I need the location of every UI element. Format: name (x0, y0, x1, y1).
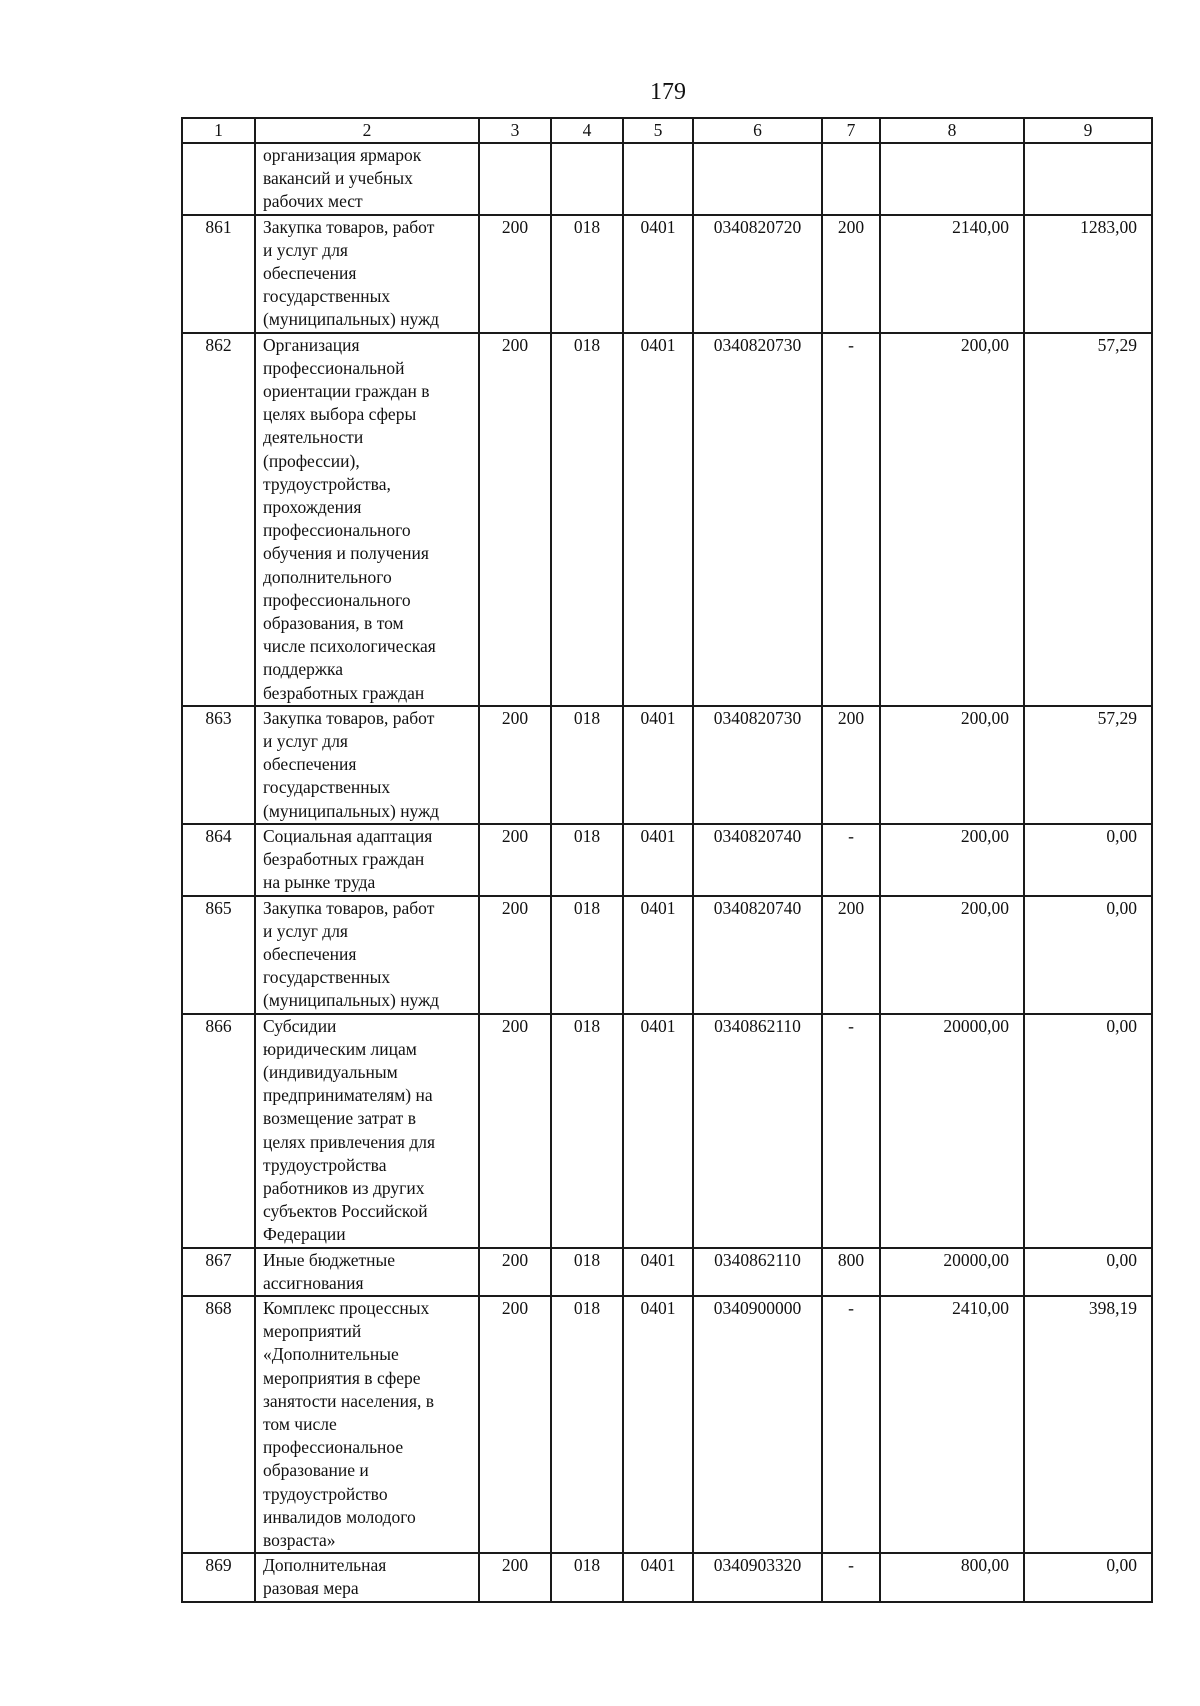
table-body (182, 143, 1152, 1602)
column-header: 5 (623, 118, 693, 143)
row-name-line: поддержка (263, 659, 344, 680)
executed-amount: 0,00 (1024, 1248, 1152, 1296)
row-name-line: безработных граждан (263, 849, 425, 870)
row-name-line: и услуг для (263, 731, 348, 752)
planned-amount: 20000,00 (880, 1248, 1024, 1296)
table-row (182, 896, 1152, 1014)
section-code: 200 (479, 824, 551, 896)
row-name-line: мероприятий (263, 1321, 362, 1342)
row-name-line: занятости населения, в (263, 1390, 435, 1411)
row-name-line: ориентации граждан в (263, 381, 430, 402)
row-name-line: Закупка товаров, работ (263, 216, 435, 237)
subsection-code: 0401 (623, 1553, 693, 1601)
subsection-code: 0401 (623, 215, 693, 333)
row-number: 867 (182, 1248, 255, 1296)
row-name-line: государственных (263, 286, 391, 307)
expense-type-code: - (822, 333, 880, 706)
row-number: 868 (182, 1296, 255, 1553)
planned-amount: 200,00 (880, 333, 1024, 706)
row-name-line: на рынке труда (263, 872, 376, 893)
expense-type-code: - (822, 1553, 880, 1601)
row-name-line: инвалидов молодого (263, 1506, 416, 1527)
row-name-line: юридическим лицам (263, 1038, 417, 1059)
row-name (255, 706, 479, 824)
target-article-code: 0340862110 (693, 1248, 822, 1296)
row-name-line: обеспечения (263, 943, 357, 964)
table-row (182, 1553, 1152, 1601)
row-name-line: разовая мера (263, 1578, 359, 1599)
target-article-code: 0340820730 (693, 333, 822, 706)
row-name-line: целях привлечения для (263, 1131, 436, 1152)
ministry-code: 018 (551, 333, 623, 706)
table-row (182, 706, 1152, 824)
ministry-code: 018 (551, 1248, 623, 1296)
row-name-line: работников из других (263, 1177, 425, 1198)
section-code: 200 (479, 1014, 551, 1248)
section-code: 200 (479, 1553, 551, 1601)
row-name-line: Социальная адаптация (263, 825, 433, 846)
row-name-line: организация ярмарок (263, 145, 422, 165)
executed-amount: 57,29 (1024, 333, 1152, 706)
row-name-line: «Дополнительные (263, 1344, 399, 1365)
row-name-line: Федерации (263, 1224, 346, 1245)
planned-amount: 200,00 (880, 896, 1024, 1014)
row-name-line: обучения и получения (263, 543, 429, 564)
row-name-line: профессионального (263, 520, 411, 541)
target-article-code: 0340820740 (693, 824, 822, 896)
expense-type-code: 800 (822, 1248, 880, 1296)
table-row (182, 143, 1152, 215)
table-row (182, 1248, 1152, 1296)
executed-amount: 0,00 (1024, 824, 1152, 896)
row-name-line: государственных (263, 967, 391, 988)
row-name-line: ассигнования (263, 1272, 364, 1293)
column-header: 4 (551, 118, 623, 143)
row-name (255, 143, 479, 215)
subsection-code: 0401 (623, 706, 693, 824)
page-number: 179 (650, 79, 686, 105)
row-number: 866 (182, 1014, 255, 1248)
table-row (182, 215, 1152, 333)
column-header: 3 (479, 118, 551, 143)
target-article-code: 0340820730 (693, 706, 822, 824)
subsection-code: 0401 (623, 824, 693, 896)
section-code: 200 (479, 1248, 551, 1296)
ministry-code: 018 (551, 896, 623, 1014)
executed-amount: 1283,00 (1024, 215, 1152, 333)
row-name-line: профессионального (263, 589, 411, 610)
row-name (255, 824, 479, 896)
row-number: 862 (182, 333, 255, 706)
executed-amount: 0,00 (1024, 896, 1152, 1014)
planned-amount: 2140,00 (880, 215, 1024, 333)
ministry-code: 018 (551, 1014, 623, 1248)
expense-type-code (822, 143, 880, 215)
row-name-line: безработных граждан (263, 682, 425, 703)
expense-type-code: - (822, 1296, 880, 1553)
row-number (182, 143, 255, 215)
row-name (255, 1553, 479, 1601)
planned-amount: 200,00 (880, 824, 1024, 896)
section-code: 200 (479, 1296, 551, 1553)
ministry-code: 018 (551, 824, 623, 896)
subsection-code: 0401 (623, 1014, 693, 1248)
row-name-line: и услуг для (263, 239, 348, 260)
target-article-code: 0340862110 (693, 1014, 822, 1248)
row-name (255, 1248, 479, 1296)
row-name (255, 215, 479, 333)
row-name-line: обеспечения (263, 263, 357, 284)
table-row (182, 824, 1152, 896)
row-number: 863 (182, 706, 255, 824)
planned-amount: 20000,00 (880, 1014, 1024, 1248)
subsection-code (623, 143, 693, 215)
ministry-code: 018 (551, 706, 623, 824)
header-row (182, 118, 1152, 143)
column-header: 1 (182, 118, 255, 143)
ministry-code: 018 (551, 1553, 623, 1601)
section-code: 200 (479, 706, 551, 824)
row-name-line: (муниципальных) нужд (263, 800, 440, 821)
row-name-line: прохождения (263, 497, 362, 518)
row-name-line: государственных (263, 777, 391, 798)
target-article-code: 0340820740 (693, 896, 822, 1014)
row-name-line: числе психологическая (263, 636, 436, 657)
table-row (182, 333, 1152, 706)
row-name-line: вакансий и учебных (263, 168, 413, 189)
row-name-line: (индивидуальным (263, 1061, 398, 1082)
row-name (255, 896, 479, 1014)
section-code (479, 143, 551, 215)
row-name-line: профессиональное (263, 1437, 404, 1458)
row-name-line: возраста» (263, 1529, 336, 1550)
row-name-line: целях выбора сферы (263, 404, 417, 425)
ministry-code: 018 (551, 215, 623, 333)
column-header: 9 (1024, 118, 1152, 143)
expense-type-code: 200 (822, 215, 880, 333)
row-name-line: мероприятия в сфере (263, 1367, 421, 1388)
executed-amount: 0,00 (1024, 1014, 1152, 1248)
row-name-line: субъектов Российской (263, 1201, 428, 1222)
row-name-line: том числе (263, 1413, 337, 1434)
column-header: 7 (822, 118, 880, 143)
row-number: 865 (182, 896, 255, 1014)
row-name-line: профессиональной (263, 357, 405, 378)
planned-amount (880, 143, 1024, 215)
row-name-line: Организация (263, 334, 360, 355)
subsection-code: 0401 (623, 333, 693, 706)
subsection-code: 0401 (623, 896, 693, 1014)
row-number: 869 (182, 1553, 255, 1601)
row-name (255, 333, 479, 706)
subsection-code: 0401 (623, 1296, 693, 1553)
executed-amount (1024, 143, 1152, 215)
row-number: 864 (182, 824, 255, 896)
row-name-line: обеспечения (263, 754, 357, 775)
row-name-line: рабочих мест (263, 191, 363, 212)
expense-type-code: 200 (822, 706, 880, 824)
row-name-line: (муниципальных) нужд (263, 309, 440, 330)
row-name-line: трудоустройства (263, 1154, 387, 1175)
executed-amount: 57,29 (1024, 706, 1152, 824)
column-header: 2 (255, 118, 479, 143)
section-code: 200 (479, 896, 551, 1014)
planned-amount: 200,00 (880, 706, 1024, 824)
row-name (255, 1014, 479, 1248)
row-name-line: Иные бюджетные (263, 1249, 396, 1270)
section-code: 200 (479, 333, 551, 706)
executed-amount: 398,19 (1024, 1296, 1152, 1553)
row-name-line: образование и (263, 1460, 369, 1481)
table-row (182, 1014, 1152, 1248)
target-article-code: 0340903320 (693, 1553, 822, 1601)
column-header: 6 (693, 118, 822, 143)
row-name-line: предпринимателям) на (263, 1085, 433, 1106)
ministry-code: 018 (551, 1296, 623, 1553)
row-name-line: возмещение затрат в (263, 1108, 416, 1129)
row-name-line: Дополнительная (263, 1555, 387, 1576)
planned-amount: 800,00 (880, 1553, 1024, 1601)
row-name-line: деятельности (263, 427, 364, 448)
row-name-line: Закупка товаров, работ (263, 897, 435, 918)
row-name-line: Закупка товаров, работ (263, 707, 435, 728)
row-name-line: трудоустройства, (263, 473, 391, 494)
ministry-code (551, 143, 623, 215)
row-name-line: образования, в том (263, 613, 404, 634)
row-name-line: Субсидии (263, 1015, 337, 1036)
row-name-line: дополнительного (263, 566, 392, 587)
planned-amount: 2410,00 (880, 1296, 1024, 1553)
target-article-code: 0340820720 (693, 215, 822, 333)
table-row (182, 1296, 1152, 1553)
subsection-code: 0401 (623, 1248, 693, 1296)
expense-type-code: - (822, 824, 880, 896)
target-article-code: 0340900000 (693, 1296, 822, 1553)
row-number: 861 (182, 215, 255, 333)
row-name-line: и услуг для (263, 920, 348, 941)
column-header: 8 (880, 118, 1024, 143)
row-name-line: (профессии), (263, 450, 360, 471)
expense-type-code: 200 (822, 896, 880, 1014)
executed-amount: 0,00 (1024, 1553, 1152, 1601)
row-name-line: трудоустройство (263, 1483, 388, 1504)
row-name (255, 1296, 479, 1553)
section-code: 200 (479, 215, 551, 333)
expense-type-code: - (822, 1014, 880, 1248)
row-name-line: (муниципальных) нужд (263, 990, 440, 1011)
target-article-code (693, 143, 822, 215)
budget-table (181, 117, 1153, 1603)
row-name-line: Комплекс процессных (263, 1297, 430, 1318)
